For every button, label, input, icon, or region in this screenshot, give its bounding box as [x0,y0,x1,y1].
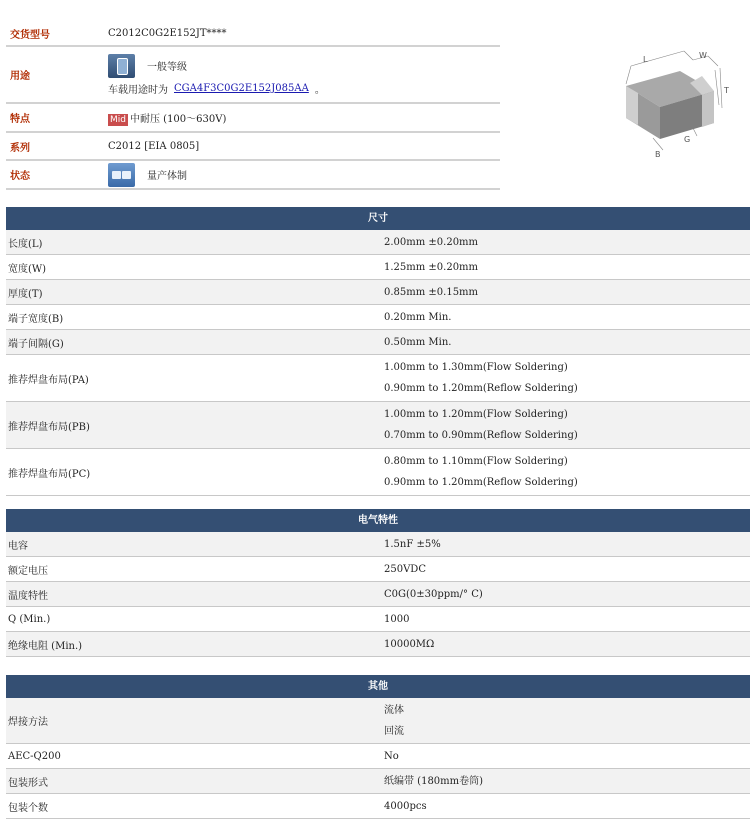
dimensions-header: 尺寸 [6,207,750,230]
spec-row [6,449,750,496]
spec-row [6,532,750,557]
chip-terminal-right [702,91,714,127]
spec-value-cell [384,769,750,793]
spec-key: 额定电压 [8,565,48,577]
info-row-usage [6,47,500,104]
spec-value: 0.85mm ±0.15mm [384,286,479,298]
other-header: 其他 [6,675,750,698]
spec-value: 0.90mm to 1.20mm(Reflow Soldering) [384,383,578,394]
spec-key: 焊接方法 [8,717,48,728]
info-row-feature [6,104,500,133]
mid-voltage-badge: Mid [110,115,126,125]
usage-auto-tail: 。 [314,85,325,96]
spec-key: 温度特性 [8,590,48,602]
spec-row [6,255,750,280]
spec-key: Q (Min.) [8,613,51,625]
chip-dimension-diagram [598,46,738,166]
spec-value-cell [384,280,750,304]
info-row-status [6,161,500,190]
spec-value-cell [384,402,750,448]
info-row-part [6,22,500,47]
spec-value: 1.5nF ±5% [384,538,441,550]
spec-key: 宽度(W) [8,263,47,275]
status-value: 量产体制 [147,171,187,182]
other-table [6,675,750,819]
spec-value: 1000 [384,613,410,625]
spec-key: 包装个数 [8,802,48,814]
feature-label: 特点 [10,114,30,125]
electrical-header: 电气特性 [6,509,750,532]
spec-key: 推荐焊盘布局(PC) [8,468,91,480]
spec-value: 4000pcs [384,800,427,812]
spec-value-cell [384,230,750,254]
spec-value: 0.50mm Min. [384,336,452,348]
spec-value: 0.90mm to 1.20mm(Reflow Soldering) [384,477,578,488]
spec-key: 推荐焊盘布局(PB) [8,421,90,433]
spec-value: 流体 [384,704,404,716]
spec-key: 绝缘电阻 (Min.) [8,640,83,652]
spec-key: 推荐焊盘布局(PA) [8,374,89,386]
mass-production-icon [108,163,135,187]
status-label: 状态 [10,171,30,182]
spec-value-cell [384,449,750,495]
dim-label-g: G [684,135,691,144]
spec-value: 1.25mm ±0.20mm [384,261,479,273]
spec-value: 0.70mm to 0.90mm(Reflow Soldering) [384,430,578,441]
spec-row [6,607,750,632]
usage-label: 用途 [10,71,30,82]
spec-value: No [384,750,399,762]
spec-row [6,744,750,769]
spec-row [6,557,750,582]
spec-value: 1.00mm to 1.30mm(Flow Soldering) [384,362,568,373]
spec-value: 1.00mm to 1.20mm(Flow Soldering) [384,409,568,420]
spec-key: 长度(L) [8,238,43,250]
spec-value: 回流 [384,725,404,737]
dimensions-table [6,207,750,496]
spec-row [6,769,750,794]
spec-key: 电容 [8,540,28,552]
spec-key: 包装形式 [8,777,48,789]
dim-label-w: W [699,51,707,60]
spec-row [6,794,750,819]
electrical-table [6,509,750,657]
spec-row [6,305,750,330]
spec-row [6,582,750,607]
spec-key: 厚度(T) [8,288,43,300]
spec-value: 0.20mm Min. [384,311,452,323]
spec-value: 250VDC [384,563,426,575]
spec-value: 2.00mm ±0.20mm [384,236,479,248]
automotive-part-link[interactable]: CGA4F3C0G2E152J085AA [174,83,309,94]
phone-icon [108,54,135,78]
spec-row [6,280,750,305]
spec-row [6,330,750,355]
spec-value-cell [384,305,750,329]
spec-row [6,632,750,657]
spec-row [6,698,750,744]
spec-value: 10000MΩ [384,638,435,650]
spec-row [6,230,750,255]
spec-key: 端子间隔(G) [8,338,64,350]
spec-value-cell [384,355,750,401]
usage-auto-text: 车载用途时为 [108,85,168,96]
dim-label-b: B [655,150,661,159]
spec-value-cell [384,794,750,818]
series-label: 系列 [10,142,30,154]
spec-value-cell [384,744,750,768]
part-number-label: 交货型号 [10,30,50,41]
dim-label-l: L [643,55,648,64]
spec-value-cell [384,632,750,656]
product-info [6,22,500,190]
spec-value-cell [384,532,750,556]
spec-value: C0G(0±30ppm/° C) [384,588,483,600]
spec-value-cell [384,557,750,581]
spec-value-cell [384,698,750,743]
spec-value-cell [384,330,750,354]
spec-value-cell [384,255,750,279]
info-row-series [6,133,500,161]
spec-value: 0.80mm to 1.10mm(Flow Soldering) [384,456,568,467]
spec-key: AEC-Q200 [8,750,61,762]
spec-value-cell [384,607,750,631]
feature-text: 中耐压 (100～630V) [129,114,227,125]
usage-grade: 一般等级 [147,62,187,73]
spec-value: 纸编带 (180mm卷筒) [384,775,484,787]
spec-row [6,355,750,402]
spec-key: 端子宽度(B) [8,313,64,325]
spec-value-cell [384,582,750,606]
part-number-value: C2012C0G2E152JT**** [108,28,227,39]
dim-label-t: T [724,86,729,95]
series-value: C2012 [EIA 0805] [108,140,200,152]
spec-row [6,402,750,449]
